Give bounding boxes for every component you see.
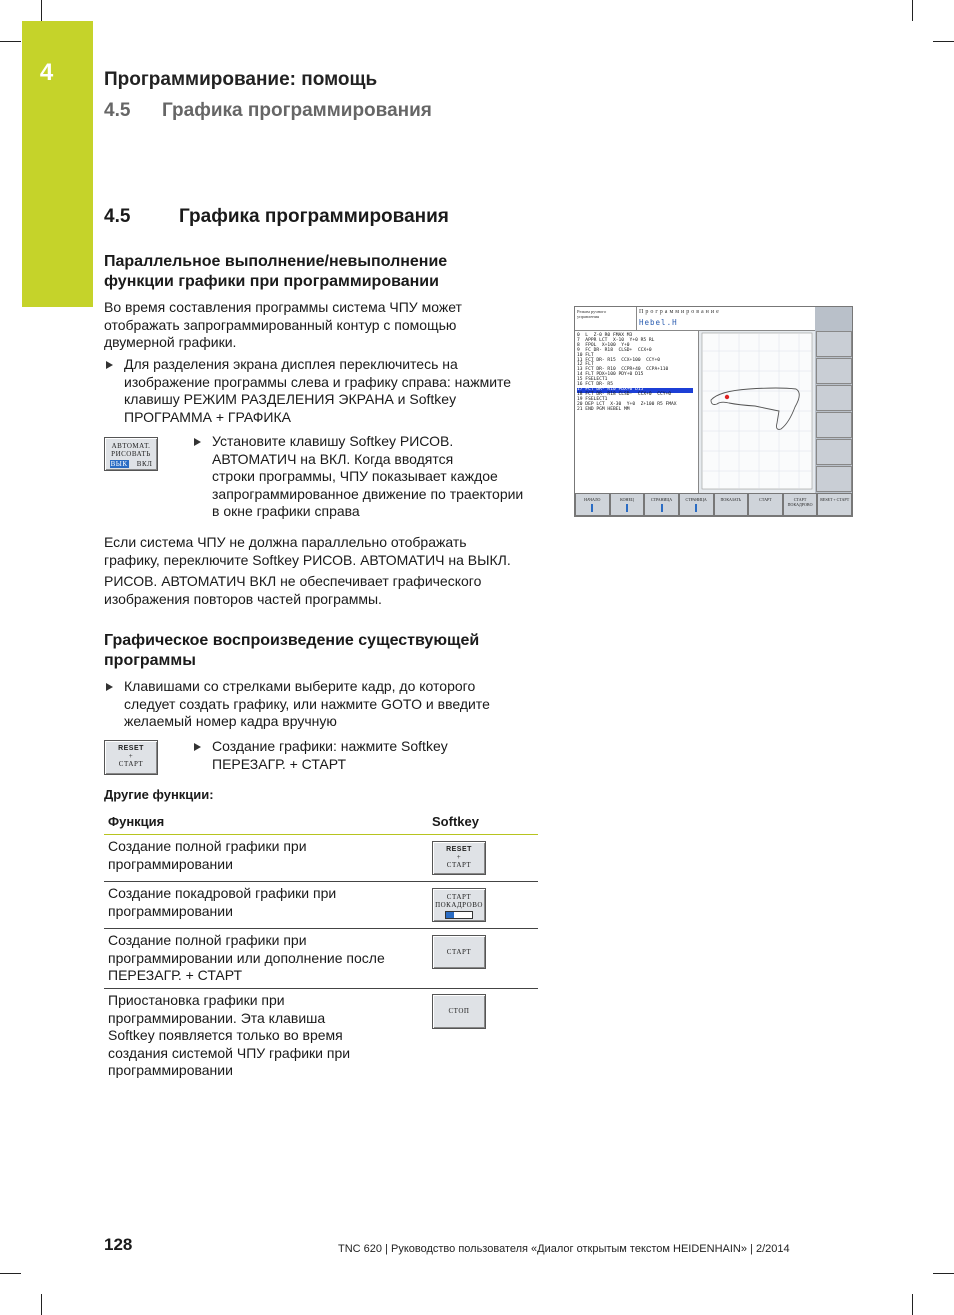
program-line: 11 FCT DR- R15 CCX+100 CCY+0 [577, 357, 660, 363]
table-row [104, 989, 538, 1081]
screen-softkey: СТРАНИЦА [644, 493, 679, 516]
softkey-label: СТОП [448, 1007, 470, 1015]
subsection-title-line: Параллельное выполнение/невыполнение [104, 253, 448, 270]
text-line: Приостановка графики при [108, 992, 285, 1008]
screen-filename: Hebel.H [639, 318, 678, 327]
program-line: 14 FLT PDX+100 PDY+0 D15 [577, 372, 644, 378]
side-softkey [816, 466, 852, 492]
text-line: программировании [108, 1062, 233, 1078]
page-number: 128 [104, 1235, 133, 1254]
subsection-title-line: функции графики при программировании [104, 273, 439, 290]
text-line: создания системой ЧПУ графики при [108, 1044, 351, 1061]
toggle-on-label: ВКЛ [136, 460, 153, 468]
screen-softkey: СТАРТ ПОКАДРОВО [783, 493, 818, 516]
text-line: Softkey появляется только во время [108, 1027, 343, 1043]
table-row [104, 835, 538, 882]
arrow-up-icon [661, 504, 663, 512]
crop-mark [41, 0, 42, 21]
text-line: ПЕРЕЗАГР. + СТАРТ [108, 967, 243, 983]
program-line: 20 DEP LCT X-30 Y+0 Z+100 R5 FMAX [577, 401, 677, 407]
softkey-label: RESET [118, 745, 144, 752]
softkey-label: СТАРТ [446, 861, 472, 869]
screen-softkey: НАЧАЛО [575, 493, 610, 516]
paragraph [104, 534, 511, 569]
footer-text: TNC 620 | Руководство пользователя «Диалог открытым текстом HEIDENHAIN» | 2/2014 [338, 1243, 790, 1255]
crop-mark [912, 0, 913, 21]
program-line: 13 FCT DR- R10 CCPR+40 CCPA+110 [577, 367, 669, 373]
side-softkey [816, 358, 852, 384]
chapter-title: Программирование: помощь [104, 69, 378, 90]
arrow-down-icon [695, 504, 697, 512]
text-line: Для разделения экрана дисплея переключитесь на [124, 356, 458, 372]
section-number: 4.5 [104, 100, 131, 121]
paragraph [104, 573, 481, 608]
graphics-pane [699, 331, 815, 493]
side-softkey [816, 439, 852, 465]
softkey-reset-start [104, 740, 158, 775]
text-line: Если система ЧПУ не должна параллельно отображать [104, 534, 467, 550]
arrow-down-icon [626, 504, 628, 512]
subsection-title-line: программы [104, 652, 196, 669]
text-line: Создание полной графики при [108, 838, 307, 854]
table-header [104, 809, 538, 835]
screen-softkey: СТРАНИЦА [679, 493, 714, 516]
crop-mark [933, 1273, 954, 1274]
text-line: изображения повторов частей программы. [104, 590, 382, 607]
screen-title: Программирование [639, 309, 721, 315]
softkey-label: ПОКАДРОВО [435, 901, 483, 909]
text-line: Установите клавишу Softkey РИСОВ. [212, 433, 454, 449]
program-line: 15 FSELECT1 [577, 377, 608, 383]
side-softkey [816, 385, 852, 411]
subsection-title [104, 631, 544, 671]
program-line: 21 END PGM HEBEL MM [577, 406, 630, 412]
intro-paragraph [104, 299, 462, 352]
program-line: 8 FPOL X+100 Y+0 [577, 342, 630, 348]
program-line: 18 FCT DR- R18 CLSD- CCX+0 CCY+0 [577, 391, 672, 397]
arrow-up-icon [591, 504, 593, 512]
softkey-start [432, 935, 486, 969]
column-header-softkey: Softkey [432, 814, 479, 829]
tnc-screenshot [574, 306, 853, 517]
right-softkey-column [816, 331, 852, 493]
softkey-label: СТАРТ [446, 893, 472, 901]
softkey-start-single-block [432, 888, 486, 922]
row-text [108, 838, 418, 873]
text-line: в окне графики справа [212, 503, 360, 519]
contour-graphic [699, 331, 815, 493]
table-row [104, 929, 538, 989]
crop-mark [0, 41, 21, 42]
softkey-label: RESET [446, 846, 472, 853]
chapter-number: 4 [39, 59, 54, 86]
running-section-title [104, 100, 432, 122]
heading-title: Графика программирования [179, 206, 449, 227]
crop-mark [0, 1273, 21, 1274]
row-text [108, 992, 418, 1080]
softkey-reset-start [432, 841, 486, 875]
softkey-stop [432, 994, 486, 1029]
softkey-label: СТАРТ [118, 760, 144, 768]
text-line: Клавишами со стрелками выберите кадр, до которого [124, 678, 476, 694]
softkey-label: + [456, 853, 462, 861]
bullet-item [124, 678, 490, 731]
bullet-item [212, 738, 448, 773]
single-block-icon [445, 911, 473, 919]
text-line: Создание полной графики при [108, 932, 307, 948]
subsection-title [104, 252, 544, 292]
bullet-item [124, 356, 511, 426]
program-listing [577, 334, 693, 413]
softkey-bar [575, 493, 852, 516]
program-line: 16 FCT DR- R5 [577, 382, 613, 388]
text-line: строки программы, ЧПУ показывает каждое [212, 468, 498, 484]
text-line: следует создать графику, или нажмите GOTO и введите [124, 695, 490, 712]
softkey-label: СТАРТ [446, 948, 472, 956]
bullet-arrow-icon [194, 438, 201, 446]
text-line: отображать запрограммированный контур с помощью [104, 316, 457, 333]
screen-softkey: СТАРТ [748, 493, 783, 516]
text-line: ПРОГРАММА + ГРАФИКА [124, 408, 291, 425]
softkey-auto-draw [104, 437, 158, 471]
bullet-arrow-icon [106, 683, 113, 691]
text-line: запрограммированное движение по траектории [212, 485, 524, 502]
crop-mark [41, 1294, 42, 1315]
screen-header [575, 307, 815, 331]
bullet-arrow-icon [106, 361, 113, 369]
crop-mark [933, 41, 954, 42]
text-line: Создание графики: нажмите Softkey [212, 738, 448, 754]
text-line: программировании [108, 902, 233, 919]
program-pane [575, 331, 699, 493]
text-line: программировании. Эта клавиша [108, 1009, 326, 1026]
softkey-toggle [105, 460, 157, 468]
text-line: ПЕРЕЗАГР. + СТАРТ [212, 755, 347, 772]
text-line: АВТОМАТИЧ на ВКЛ. Когда вводятся [212, 450, 454, 467]
side-softkey [816, 331, 852, 357]
text-line: Создание покадровой графики при [108, 885, 337, 901]
screen-softkey: КОНЕЦ [610, 493, 645, 516]
program-line: 17 FCT DR- R10 PDX+0 D15 [577, 388, 693, 393]
screen-softkey: RESET + СТАРТ [817, 493, 852, 516]
softkey-label: + [128, 752, 134, 760]
crop-mark [912, 1294, 913, 1315]
text-line: клавишу РЕЖИМ РАЗДЕЛЕНИЯ ЭКРАНА и Softkey [124, 391, 457, 407]
softkey-label: РИСОВАТЬ [111, 450, 151, 458]
program-line: 19 FSELECT1 [577, 396, 608, 402]
text-line: РИСОВ. АВТОМАТИЧ ВКЛ не обеспечивает графического [104, 573, 482, 589]
row-text [108, 932, 418, 985]
table-row [104, 882, 538, 929]
program-line: 9 FC DR- R18 CLSD+ CCX+0 [577, 347, 652, 353]
column-header-function: Функция [108, 814, 165, 829]
text-line: программировании или дополнение после [108, 949, 385, 966]
text-line: двумерной графики. [104, 334, 237, 350]
page-title [104, 206, 449, 228]
toggle-off-label: ВЫК [110, 460, 128, 468]
text-line: графику, переключите Softkey РИСОВ. АВТОМАТИЧ на ВЫКЛ. [104, 551, 511, 568]
bullet-item [212, 433, 523, 521]
section-title: Графика программирования [162, 100, 432, 121]
text-line: желаемый номер кадра вручную [124, 713, 337, 729]
program-line: 7 APPR LCT X-10 Y+0 R5 RL [577, 337, 655, 343]
text-line: изображение программы слева и графику справа: нажмите [124, 373, 512, 390]
screen-softkey: ПОКАЗАТЬ [714, 493, 749, 516]
text-line: программировании [108, 855, 233, 872]
heading-number: 4.5 [104, 206, 131, 227]
subsection-title-line: Графическое воспроизведение существующей [104, 632, 480, 649]
softkey-label: АВТОМАТ. [111, 442, 151, 450]
program-line: 0 L Z-0 R0 FMAX M3 [577, 333, 633, 338]
mode-label: управления [577, 314, 600, 319]
chapter-tab [22, 21, 93, 307]
mode-box [575, 307, 637, 330]
row-text [108, 885, 418, 920]
program-line: 12 FLT [577, 362, 594, 368]
other-functions-label: Другие функции: [104, 787, 214, 802]
text-line: Во время составления программы система ЧПУ может [104, 299, 462, 315]
side-softkey [816, 412, 852, 438]
program-line: 10 FLT [577, 352, 594, 358]
bullet-arrow-icon [194, 743, 201, 751]
mode-label: Режим ручного [577, 309, 607, 314]
